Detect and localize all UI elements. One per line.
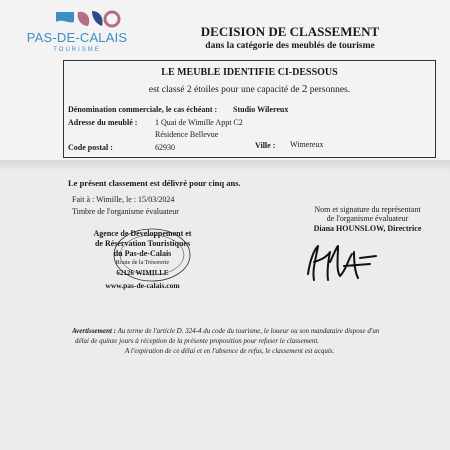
city-value: Wimereux [290, 140, 324, 149]
page-subtitle: dans la catégorie des meublés de tourisme [205, 41, 375, 51]
signer-name: Diana HOUNSLOW, Directrice [313, 224, 422, 233]
stamp-line-2: de Réservation Touristiques [94, 239, 191, 248]
stamp-label: Timbre de l'organisme évaluateur [72, 207, 179, 216]
warning-line-1 [72, 327, 442, 335]
rating-suffix: personnes. [309, 85, 351, 95]
warning-label: Avertissement : [72, 327, 117, 335]
stamp-line-6: www.pas-de-calais.com [105, 281, 180, 290]
made-at-text: Fait à : Wimille, le : 15/03/2024 [72, 195, 175, 204]
stamp-line-3: du Pas-de-Calais [113, 249, 172, 258]
star-count: 2 [186, 85, 192, 95]
warning-line-3: A l'expiration de ce délai et en l'absence de refus, le classement est acquis. [125, 347, 335, 355]
logo-marks-icon [52, 8, 122, 30]
rating-prefix: est classé [148, 85, 185, 95]
rating-middle: étoiles pour une capacité de [193, 85, 300, 95]
address-line-2: Résidence Bellevue [155, 130, 219, 139]
postal-value: 62930 [155, 143, 175, 152]
warning-line-2: délai de quinze jours à réception de la présente proposition pour refuser le classement. [75, 337, 320, 345]
stamp-line-4: Route de la Trésorerie [115, 260, 170, 266]
page-title: DECISION DE CLASSEMENT [200, 24, 380, 39]
city-label: Ville : [255, 141, 276, 150]
capacity-value: 2 [301, 83, 308, 95]
logo-brand: PAS-DE-CALAIS [26, 30, 128, 45]
denomination-label: Dénomination commerciale, le cas échéant : [68, 105, 218, 114]
handwritten-signature [300, 240, 380, 285]
box-title: LE MEUBLE IDENTIFIE CI-DESSOUS [161, 67, 338, 78]
warning-text-1: Au terme de l'article D. 324-4 du code du tourisme, le loueur ou son mandataire dispose d'un [117, 327, 380, 335]
stamp-line-1: Agence de Développement et [93, 229, 192, 238]
signer-label-2: de l'organisme évaluateur [326, 214, 409, 223]
address-line-1: 1 Quai de Wimille Appt C2 [155, 118, 243, 127]
logo-sub: TOURISME [53, 47, 101, 53]
official-stamp [80, 225, 205, 295]
rating-line [64, 83, 435, 95]
pas-de-calais-logo [22, 8, 132, 54]
denomination-value: Studio Wilereux [233, 105, 289, 114]
stamp-line-5: 62126 WIMILLE [116, 269, 169, 277]
duration-text: Le présent classement est délivré pour cinq ans. [68, 178, 241, 188]
address-label: Adresse du meublé : [68, 118, 138, 127]
signer-label-1: Nom et signature du représentant [314, 205, 421, 214]
postal-label: Code postal : [68, 143, 113, 152]
